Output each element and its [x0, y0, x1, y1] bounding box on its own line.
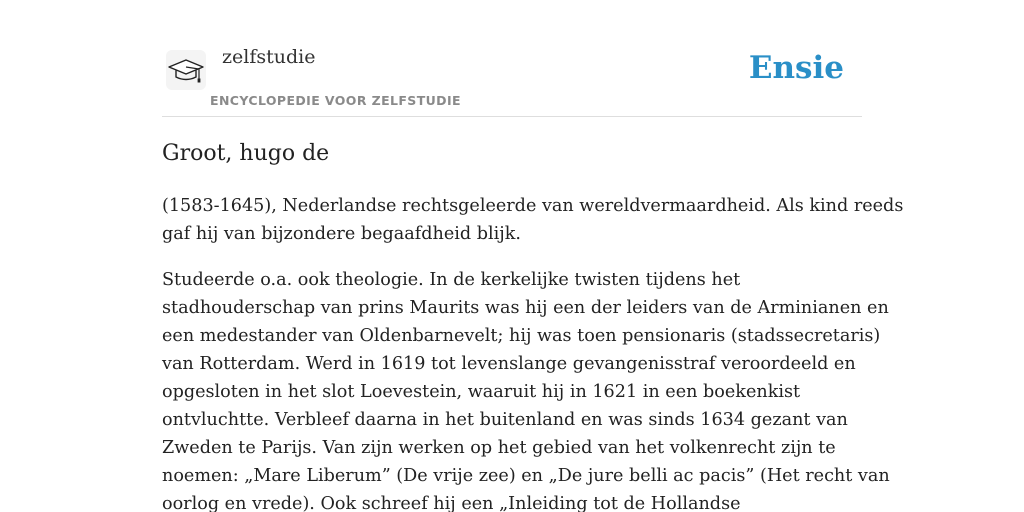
article-title: Groot, hugo de [162, 141, 330, 166]
brand-logo-link[interactable]: Ensie [748, 50, 844, 86]
paragraph-line: een medestander van Oldenbarnevelt; hij was toen pensionaris (stadssecretaris) [162, 326, 881, 346]
paragraph-line: noemen: „Mare Liberum” (De vrije zee) en „De jure belli ac pacis” (Het recht van [162, 466, 890, 486]
source-subtitle: ENCYCLOPEDIE VOOR ZELFSTUDIE [210, 93, 461, 108]
paragraph-line: opgesloten in het slot Loevestein, waaruit hij in 1621 in een boekenkist [162, 382, 801, 402]
site-header [162, 0, 862, 117]
source-name[interactable]: zelfstudie [222, 46, 316, 68]
paragraph-line: van Rotterdam. Werd in 1619 tot levenslange gevangenisstraf veroordeeld en [162, 354, 856, 374]
paragraph-line: Zweden te Parijs. Van zijn werken op het gebied van het volkenrecht zijn te [162, 438, 836, 458]
article-paragraph [162, 266, 890, 512]
paragraph-line: stadhouderschap van prins Maurits was hij een der leiders van de Arminianen en [162, 298, 889, 318]
paragraph-line: oorlog en vrede). Ook schreef hij een „Inleiding tot de Hollandse [162, 494, 741, 512]
article-body [162, 138, 904, 512]
graduation-cap-icon[interactable] [166, 50, 206, 90]
paragraph-line: gaf hij van bijzondere begaafdheid blijk. [162, 224, 521, 244]
paragraph-line: ontvluchtte. Verbleef daarna in het buitenland en was sinds 1634 gezant van [162, 410, 848, 430]
paragraph-line: Studeerde o.a. ook theologie. In de kerkelijke twisten tijdens het [162, 270, 741, 290]
article-paragraph [162, 192, 904, 248]
paragraph-line: (1583-1645), Nederlandse rechtsgeleerde van wereldvermaardheid. Als kind reeds [162, 196, 904, 216]
